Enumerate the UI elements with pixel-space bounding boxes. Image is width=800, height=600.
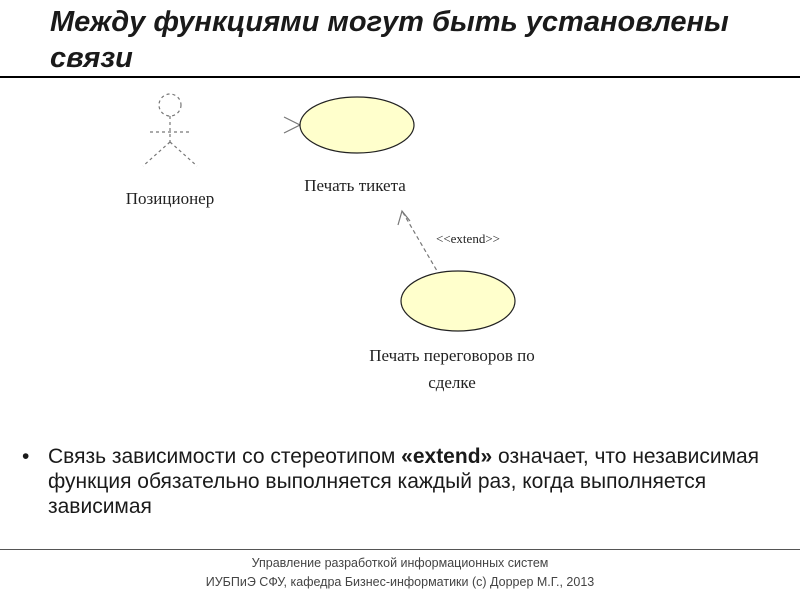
use-case-diagram <box>0 80 800 410</box>
title-divider <box>0 76 800 78</box>
extend-arrowhead-icon <box>398 211 410 225</box>
actor-right-leg <box>170 142 197 166</box>
extend-dependency <box>398 211 440 276</box>
footer-divider <box>0 549 800 550</box>
association-arrowhead <box>284 117 300 133</box>
slide-title: Между функциями могут быть установлены связи <box>50 6 729 74</box>
actor-figure <box>143 94 197 166</box>
bullet-text-end: означает, что независимая функция обязательно выполняется каждый раз, когда выполняется зависимая <box>48 445 760 518</box>
extend-dependency-line <box>402 211 440 276</box>
use-case-label-print-negotiations-line2: сделке <box>428 373 476 392</box>
use-case-label-print-ticket: Печать тикета <box>304 176 406 195</box>
actor-left-leg <box>143 142 170 166</box>
bullet-text-start: Связь зависимости со стереотипом <box>48 445 402 468</box>
use-case-print-ticket <box>300 97 414 153</box>
footer-line-2: ИУБПиЭ СФУ, кафедра Бизнес-информатики (c) Доррер М.Г., 2013 <box>205 575 595 589</box>
bullet-text <box>48 444 778 519</box>
use-case-label-print-negotiations-line1: Печать переговоров по <box>369 346 535 365</box>
use-case-print-negotiations <box>401 271 515 331</box>
extend-stereotype-label: <<extend>> <box>436 231 500 246</box>
bullet-text-bold: «extend» <box>401 445 493 468</box>
actor-label: Позиционер <box>125 189 215 208</box>
actor-head <box>159 94 181 116</box>
footer-line-1: Управление разработкой информационных систем <box>251 556 549 570</box>
bullet-marker: • <box>22 445 30 468</box>
footer <box>0 554 800 592</box>
